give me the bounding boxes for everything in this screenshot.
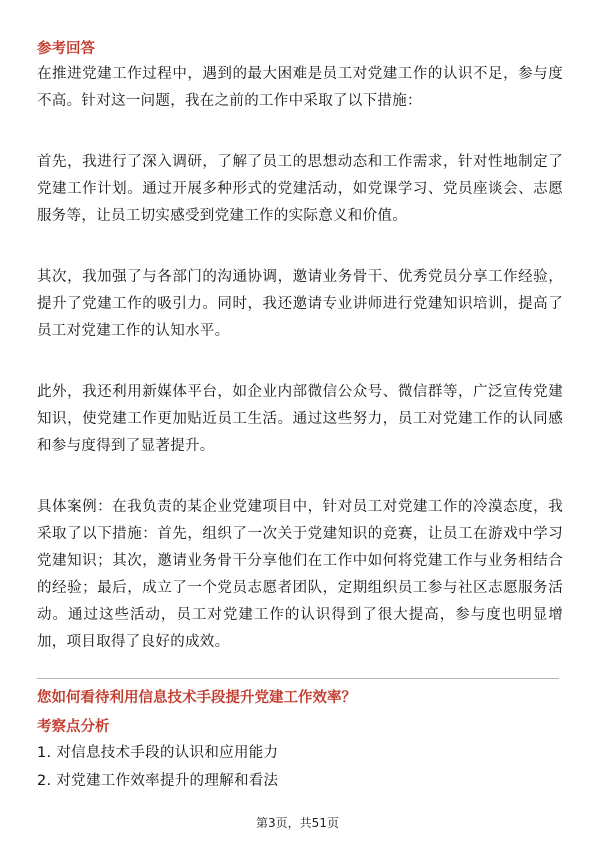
- question-heading: 您如何看待利用信息技术手段提升党建工作效率？: [37, 690, 356, 706]
- analysis-heading: 考察点分析: [37, 719, 110, 735]
- paragraph-second: 其次，我加强了与各部门的沟通协调，邀请业务骨干、优秀党员分享工作经验，提升了党建工作的吸引力。同时，我还邀请专业讲师进行党建知识培训，提高了员工对党建工作的认知水平。: [37, 269, 563, 339]
- analysis-point: 1. 对信息技术手段的认识和应用能力: [37, 745, 279, 761]
- page-number: 第3页，共51页: [256, 816, 339, 830]
- answer-heading: 参考回答: [37, 41, 95, 57]
- section-divider: [37, 678, 559, 679]
- paragraph-case: 具体案例：在我负责的某企业党建项目中，针对员工对党建工作的冷漠态度，我采取了以下措施：首先，组织了一次关于党建知识的竞赛，让员工在游戏中学习党建知识；其次，邀请业务骨干分享他们在工作中如何将党建工作与业务相结合的经验；最后，成立了一个党员志愿者团队，定期组织员工参与社区志愿服务活动。通过这些活动，员工对党建工作的认识得到了很大提高，参与度也明显增加，项目取得了良好的成效。: [37, 499, 563, 650]
- paragraph-third: 此外，我还利用新媒体平台，如企业内部微信公众号、微信群等，广泛宣传党建知识，使党建工作更加贴近员工生活。通过这些努力，员工对党建工作的认同感和参与度得到了显著提升。: [37, 384, 563, 454]
- analysis-point: 2. 对党建工作效率提升的理解和看法: [37, 773, 279, 789]
- paragraph-intro: 在推进党建工作过程中，遇到的最大困难是员工对党建工作的认识不足，参与度不高。针对这一问题，我在之前的工作中采取了以下措施：: [37, 66, 563, 109]
- paragraph-first: 首先，我进行了深入调研，了解了员工的思想动态和工作需求，针对性地制定了党建工作计划。通过开展多种形式的党建活动，如党课学习、党员座谈会、志愿服务等，让员工切实感受到党建工作的实际意义和价值。: [37, 154, 563, 224]
